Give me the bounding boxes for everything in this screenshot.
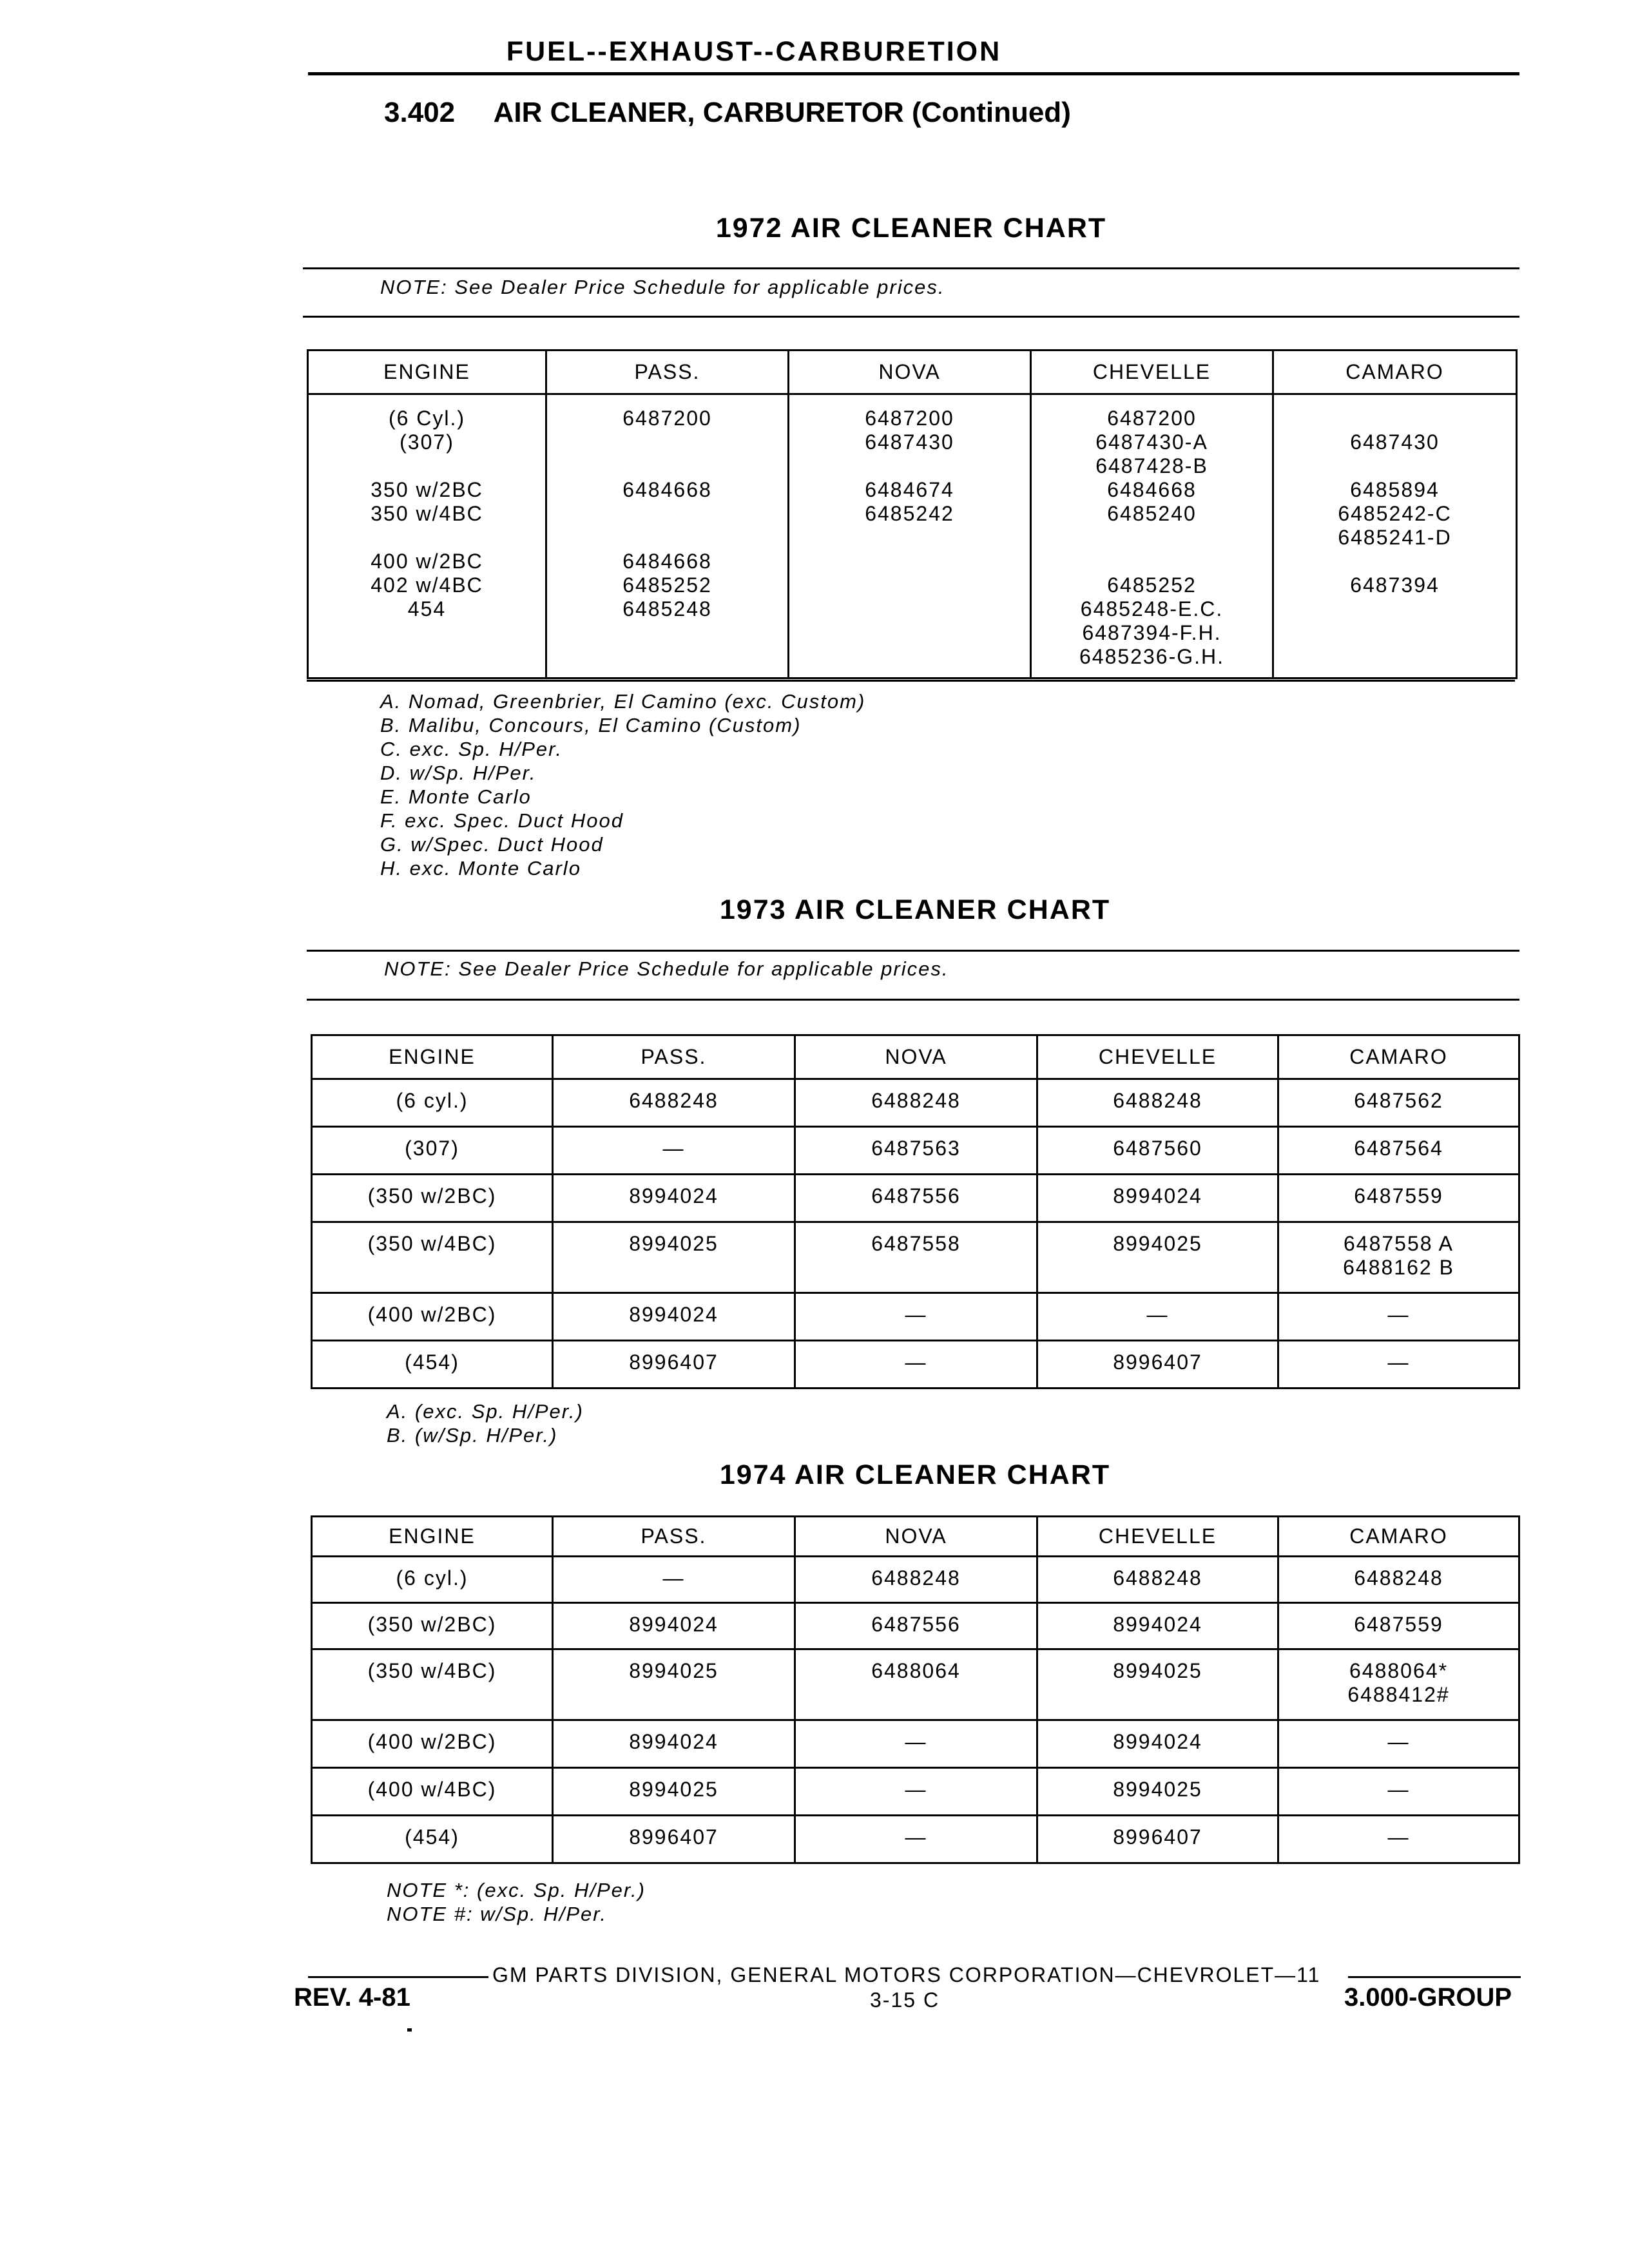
line-item: 6485242-C xyxy=(1338,502,1452,525)
chart-1973-body xyxy=(312,1079,1519,1389)
table-cell: 8994025 xyxy=(553,1649,795,1720)
table-cell: — xyxy=(795,1768,1037,1816)
table-cell: (6 cyl.) xyxy=(312,1079,553,1127)
table-cell: (400 w/2BC) xyxy=(312,1293,553,1341)
header-rule xyxy=(308,72,1519,75)
line-item: G. w/Spec. Duct Hood xyxy=(380,833,604,856)
chart-1974-title: 1974 AIR CLEANER CHART xyxy=(719,1459,1111,1490)
table-cell: 6488064 xyxy=(795,1649,1037,1720)
cell-line: 6488064* xyxy=(1349,1659,1449,1682)
table-cell xyxy=(1278,1649,1519,1720)
table-cell: 8996407 xyxy=(1037,1341,1278,1389)
chart-1972-footnotes xyxy=(380,689,865,880)
table-cell: (307) xyxy=(312,1127,553,1175)
line-item xyxy=(789,621,1030,645)
table-cell: 6488248 xyxy=(795,1079,1037,1127)
table-cell: — xyxy=(795,1816,1037,1863)
table-cell: — xyxy=(795,1720,1037,1768)
table-cell: 8994024 xyxy=(553,1175,795,1222)
revision-label: REV. 4-81 xyxy=(294,1983,410,2012)
cell-line: 6488412# xyxy=(1347,1683,1450,1706)
table-cell: — xyxy=(1037,1293,1278,1341)
table-cell: 8994025 xyxy=(553,1222,795,1293)
table-row xyxy=(312,1557,1519,1603)
line-item: 6487430-A xyxy=(1095,430,1208,454)
table-row xyxy=(312,1603,1519,1649)
line-item: 6485241-D xyxy=(1338,526,1452,549)
table-cell: 6487564 xyxy=(1278,1127,1519,1175)
chart-1972-title: 1972 AIR CLEANER CHART xyxy=(715,213,1107,244)
table-cell: 8994025 xyxy=(553,1768,795,1816)
column-header-pass: PASS. xyxy=(553,1035,795,1079)
column-header-nova: NOVA xyxy=(795,1035,1037,1079)
table-cell: 8996407 xyxy=(553,1816,795,1863)
line-item xyxy=(1274,645,1516,669)
line-item xyxy=(789,454,1030,478)
line-item: 400 w/2BC xyxy=(371,550,483,573)
line-item xyxy=(789,573,1030,597)
line-item xyxy=(309,621,545,645)
table-cell: 8996407 xyxy=(1037,1816,1278,1863)
line-item: E. Monte Carlo xyxy=(380,785,532,808)
line-item: H. exc. Monte Carlo xyxy=(380,857,581,879)
table-cell: (350 w/2BC) xyxy=(312,1175,553,1222)
line-item: B. Malibu, Concours, El Camino (Custom) xyxy=(380,714,802,736)
chart-1972-note: NOTE: See Dealer Price Schedule for applicable prices. xyxy=(380,276,945,298)
table-row xyxy=(312,1175,1519,1222)
column-header-engine: ENGINE xyxy=(312,1517,553,1557)
line-item: (307) xyxy=(400,430,454,454)
group-label: 3.000-GROUP xyxy=(1344,1983,1512,2012)
line-item xyxy=(789,645,1030,669)
column-header-pass: PASS. xyxy=(553,1517,795,1557)
table-row xyxy=(312,1768,1519,1816)
table-cell: — xyxy=(795,1293,1037,1341)
table-cell: 6487559 xyxy=(1278,1603,1519,1649)
table-cell: 6487558 xyxy=(795,1222,1037,1293)
chart-1973-note: NOTE: See Dealer Price Schedule for applicable prices. xyxy=(384,957,949,980)
table-cell: — xyxy=(1278,1293,1519,1341)
table-cell: — xyxy=(1278,1816,1519,1863)
footer-rule-right xyxy=(1348,1976,1521,1978)
line-item xyxy=(789,526,1030,550)
line-item: F. exc. Spec. Duct Hood xyxy=(380,809,624,832)
table-cell: (454) xyxy=(312,1341,553,1389)
table-cell: 6487556 xyxy=(795,1175,1037,1222)
line-item: 6487430 xyxy=(1350,430,1440,454)
table-cell: 6488248 xyxy=(795,1557,1037,1603)
line-item: 454 xyxy=(407,597,447,620)
line-item xyxy=(547,526,787,550)
line-item xyxy=(547,430,787,454)
table-cell: 8994025 xyxy=(1037,1222,1278,1293)
table-cell: — xyxy=(1278,1341,1519,1389)
line-item xyxy=(1032,526,1272,550)
chart-1972-nova-cell xyxy=(789,394,1031,678)
table-cell: (350 w/2BC) xyxy=(312,1603,553,1649)
line-item: 6485248-E.C. xyxy=(1080,597,1224,620)
cell-line: 6488162 B xyxy=(1343,1256,1454,1279)
line-item xyxy=(789,597,1030,621)
chart-1973-rule-bottom xyxy=(307,999,1519,1001)
line-item: 6485252 xyxy=(622,573,712,597)
line-item: D. w/Sp. H/Per. xyxy=(380,762,537,784)
footer-division: GM PARTS DIVISION, GENERAL MOTORS CORPORATION—CHEVROLET—11 xyxy=(492,1963,1321,1986)
table-cell: (350 w/4BC) xyxy=(312,1649,553,1720)
chart-1973-table xyxy=(311,1034,1520,1389)
line-item: 6485240 xyxy=(1107,502,1197,525)
chart-1974-footnotes xyxy=(387,1878,646,1926)
table-row xyxy=(312,1079,1519,1127)
table-row xyxy=(312,1816,1519,1863)
table-cell: 6488248 xyxy=(553,1079,795,1127)
table-cell: (454) xyxy=(312,1816,553,1863)
line-item: 6484674 xyxy=(865,478,954,501)
chart-1972-pass-cell xyxy=(546,394,789,678)
table-cell: 8994024 xyxy=(1037,1603,1278,1649)
table-cell: (350 w/4BC) xyxy=(312,1222,553,1293)
chart-1974-table xyxy=(311,1515,1520,1864)
chart-1972-camaro-cell xyxy=(1273,394,1517,678)
chart-1973-rule-top xyxy=(307,950,1519,952)
table-row xyxy=(312,1649,1519,1720)
cell-line: 6487558 A xyxy=(1343,1232,1454,1255)
line-item xyxy=(309,454,545,478)
line-item xyxy=(789,550,1030,573)
line-item xyxy=(1274,454,1516,478)
line-item xyxy=(547,621,787,645)
line-item: 6487394 xyxy=(1350,573,1440,597)
page-header-title: FUEL--EXHAUST--CARBURETION xyxy=(506,36,1002,67)
footer-rule-left xyxy=(308,1976,488,1978)
table-row xyxy=(312,1720,1519,1768)
stray-mark xyxy=(407,2028,412,2032)
chart-1972-table-bottom-rule xyxy=(307,680,1515,682)
table-cell: 6488248 xyxy=(1037,1079,1278,1127)
line-item: 6484668 xyxy=(1107,478,1197,501)
table-cell: 6487560 xyxy=(1037,1127,1278,1175)
table-cell: 6488248 xyxy=(1278,1557,1519,1603)
column-header-chevelle: CHEVELLE xyxy=(1031,351,1273,394)
line-item: 6485236-G.H. xyxy=(1079,645,1224,668)
table-cell: 8994025 xyxy=(1037,1768,1278,1816)
chart-1973-footnotes xyxy=(387,1399,584,1447)
line-item: 402 w/4BC xyxy=(371,573,483,597)
column-header-nova: NOVA xyxy=(795,1517,1037,1557)
line-item xyxy=(547,454,787,478)
page-code: 3-15 C xyxy=(870,1988,940,2012)
column-header-camaro: CAMARO xyxy=(1278,1517,1519,1557)
table-cell: 6487562 xyxy=(1278,1079,1519,1127)
section-title: 3.402 AIR CLEANER, CARBURETOR (Continued) xyxy=(384,97,1071,128)
table-row xyxy=(312,1127,1519,1175)
chart-1972-chevelle-cell xyxy=(1031,394,1273,678)
column-header-chevelle: CHEVELLE xyxy=(1037,1517,1278,1557)
table-row xyxy=(312,1222,1519,1293)
line-item xyxy=(309,526,545,550)
table-row xyxy=(312,1341,1519,1389)
column-header-nova: NOVA xyxy=(789,351,1031,394)
line-item: NOTE #: w/Sp. H/Per. xyxy=(387,1903,608,1925)
line-item xyxy=(1274,621,1516,645)
table-cell: 6487559 xyxy=(1278,1175,1519,1222)
line-item: (6 Cyl.) xyxy=(388,407,466,430)
line-item xyxy=(1274,550,1516,573)
column-header-pass: PASS. xyxy=(546,351,789,394)
table-cell: (6 cyl.) xyxy=(312,1557,553,1603)
column-header-chevelle: CHEVELLE xyxy=(1037,1035,1278,1079)
line-item: C. exc. Sp. H/Per. xyxy=(380,738,563,760)
line-item: 6487394-F.H. xyxy=(1082,621,1222,644)
chart-1972-engine-cell xyxy=(308,394,546,678)
line-item: 350 w/4BC xyxy=(371,502,483,525)
table-cell: 6487556 xyxy=(795,1603,1037,1649)
table-cell: — xyxy=(553,1557,795,1603)
column-header-camaro: CAMARO xyxy=(1278,1035,1519,1079)
chart-1972-rule-bottom xyxy=(303,316,1519,318)
line-item: 6487200 xyxy=(622,407,712,430)
chart-1972-table xyxy=(307,349,1518,679)
column-header-camaro: CAMARO xyxy=(1273,351,1517,394)
line-item: 6487200 xyxy=(1107,407,1197,430)
line-item: A. Nomad, Greenbrier, El Camino (exc. Custom) xyxy=(380,690,866,713)
line-item xyxy=(1274,597,1516,621)
table-cell: (400 w/4BC) xyxy=(312,1768,553,1816)
line-item xyxy=(1032,550,1272,573)
line-item xyxy=(547,502,787,526)
table-cell: 6488248 xyxy=(1037,1557,1278,1603)
table-cell: — xyxy=(795,1341,1037,1389)
chart-1972-rule-top xyxy=(303,267,1519,269)
table-cell: — xyxy=(1278,1720,1519,1768)
chart-1974-body xyxy=(312,1557,1519,1863)
line-item: A. (exc. Sp. H/Per.) xyxy=(387,1400,584,1423)
line-item: 6484668 xyxy=(622,478,712,501)
table-cell: — xyxy=(1278,1768,1519,1816)
line-item: B. (w/Sp. H/Per.) xyxy=(387,1424,558,1446)
table-cell: 8994025 xyxy=(1037,1649,1278,1720)
line-item xyxy=(1274,407,1516,430)
table-cell: 8994024 xyxy=(1037,1175,1278,1222)
table-cell: 8994024 xyxy=(553,1293,795,1341)
line-item: 6484668 xyxy=(622,550,712,573)
line-item: 6485894 xyxy=(1350,478,1440,501)
table-cell: 8996407 xyxy=(553,1341,795,1389)
table-cell: 8994024 xyxy=(553,1720,795,1768)
line-item xyxy=(309,645,545,669)
line-item: NOTE *: (exc. Sp. H/Per.) xyxy=(387,1879,646,1901)
chart-1973-title: 1973 AIR CLEANER CHART xyxy=(719,894,1111,925)
line-item: 6485242 xyxy=(865,502,954,525)
line-item xyxy=(547,645,787,669)
line-item: 6487200 xyxy=(865,407,954,430)
table-cell: 6487563 xyxy=(795,1127,1037,1175)
table-cell: 8994024 xyxy=(553,1603,795,1649)
line-item: 6487428-B xyxy=(1095,454,1208,477)
line-item: 350 w/2BC xyxy=(371,478,483,501)
line-item: 6485252 xyxy=(1107,573,1197,597)
line-item: 6485248 xyxy=(622,597,712,620)
table-row xyxy=(312,1293,1519,1341)
table-cell: 8994024 xyxy=(1037,1720,1278,1768)
table-cell: — xyxy=(553,1127,795,1175)
column-header-engine: ENGINE xyxy=(312,1035,553,1079)
table-cell xyxy=(1278,1222,1519,1293)
column-header-engine: ENGINE xyxy=(308,351,546,394)
table-cell: (400 w/2BC) xyxy=(312,1720,553,1768)
line-item: 6487430 xyxy=(865,430,954,454)
